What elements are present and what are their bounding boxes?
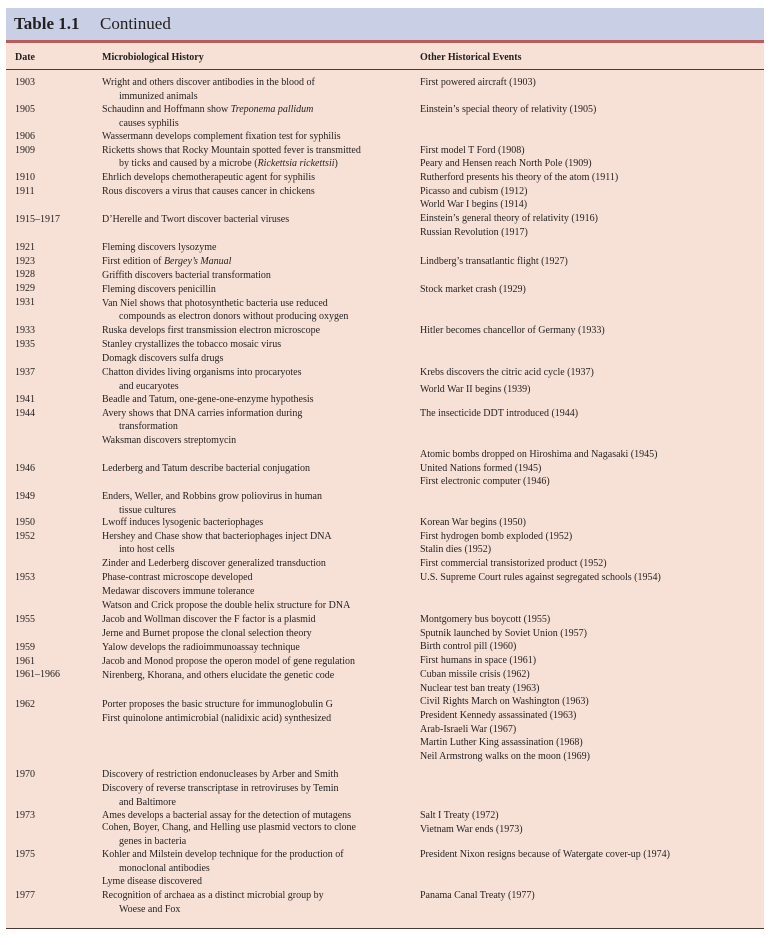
table-subtitle: Continued <box>100 14 171 33</box>
micro-entry: Fleming discovers lysozyme <box>102 242 217 253</box>
date-cell: 1973 <box>15 810 35 821</box>
other-entry: President Nixon resigns because of Watergate cover-up (1974) <box>420 849 670 860</box>
other-entry: The insecticide DDT introduced (1944) <box>420 407 579 419</box>
date-cell: 1975 <box>15 849 35 860</box>
micro-entry: Avery shows that DNA carries information during transformation <box>102 407 303 433</box>
micro-entry: Beadle and Tatum, one-gene-one-enzyme hypothesis <box>102 394 314 405</box>
header-date: Date <box>15 52 35 63</box>
date-cell: 1903 <box>15 77 35 88</box>
micro-entry: Watson and Crick propose the double helix structure for DNA <box>102 600 351 611</box>
bottom-rule <box>6 928 764 929</box>
micro-entry: Porter proposes the basic structure for immunoglobulin G <box>102 699 333 710</box>
micro-entry: Wright and others discover antibodies in the blood of immunized animals <box>102 77 315 102</box>
micro-entry: Ruska develops first transmission electron microscope <box>102 325 321 336</box>
other-entry: Lindberg’s transatlantic flight (1927) <box>420 255 568 267</box>
micro-entry: Wassermann develops complement fixation test for syphilis <box>102 131 341 142</box>
micro-entry: Recognition of archaea as a distinct microbial group by Woese and Fox <box>102 890 324 915</box>
date-cell: 1937 <box>15 367 35 378</box>
header-microbiological-history: Microbiological History <box>102 52 204 63</box>
micro-entry: Rous discovers a virus that causes cancer in chickens <box>102 185 315 197</box>
other-entry: Atomic bombs dropped on Hiroshima and Nagasaki (1945) United Nations formed (1945) First electronic computer (1946) <box>420 449 658 488</box>
date-cell: 1941 1944 <box>15 394 35 419</box>
micro-entry: First edition of Bergey’s Manual <box>102 255 232 267</box>
other-entry: Salt I Treaty (1972) Vietnam War ends (1973) <box>420 810 523 835</box>
micro-entry: D’Herelle and Twort discover bacterial viruses <box>102 214 290 225</box>
other-entry: First model T Ford (1908) Peary and Hensen reach North Pole (1909) Rutherford presents his theory of the atom (1911) Picasso and cubism (1912) World War I begins (1914) Einstein’s general theory of relativity (1916) Russian Revolution (1917) <box>420 144 619 238</box>
micro-entry: Ames develops a bacterial assay for the detection of mutagens <box>102 810 352 821</box>
micro-entry: Domagk discovers sulfa drugs <box>102 352 224 364</box>
date-cell: 1977 <box>15 890 35 901</box>
micro-entry: Lederberg and Tatum describe bacterial conjugation <box>102 463 311 474</box>
micro-entry: Ricketts shows that Rocky Mountain spotted fever is transmitted by ticks and caused by a microbe (Rickettsia rickettsii) <box>102 144 361 170</box>
date-cell: 1905 <box>15 104 35 115</box>
date-cell: 1921 1923 1928 1929 1931 <box>15 242 35 308</box>
micro-entry: Discovery of restriction endonucleases by Arber and Smith <box>102 769 339 780</box>
micro-entry: Jerne and Burnet propose the clonal selection theory <box>102 628 312 639</box>
micro-entry: Hershey and Chase show that bacteriophages inject DNA into host cells <box>102 530 332 556</box>
date-cell: 1910 1911 <box>15 172 35 197</box>
micro-entry: Kohler and Milstein develop technique for the production of monoclonal antibodies <box>102 849 344 874</box>
date-cell: 1962 <box>15 699 35 710</box>
other-entry: Panama Canal Treaty (1977) <box>420 890 535 901</box>
micro-entry: Schaudinn and Hoffmann show Treponema pallidum causes syphilis <box>102 104 314 129</box>
other-entry: Krebs discovers the citric acid cycle (1937) <box>420 367 594 378</box>
micro-entry: Lwoff induces lysogenic bacteriophages <box>102 517 264 528</box>
micro-entry: Enders, Weller, and Robbins grow poliovirus in human tissue cultures <box>102 491 322 516</box>
micro-entry: Lyme disease discovered <box>102 876 202 887</box>
micro-entry: Chatton divides living organisms into procaryotes and eucaryotes <box>102 367 302 392</box>
date-cell: 1949 <box>15 491 35 502</box>
date-cell: 1906 1909 <box>15 131 35 156</box>
micro-entry: Fleming discovers penicillin <box>102 283 216 295</box>
other-entry: Einstein’s special theory of relativity (1905) <box>420 104 597 115</box>
micro-entry: Griffith discovers bacterial transformation <box>102 269 271 281</box>
date-cell: 1955 <box>15 614 35 625</box>
micro-entry: Zinder and Lederberg discover generalized transduction <box>102 558 326 569</box>
other-entry: Stock market crash (1929) <box>420 283 526 295</box>
date-cell: 1959 1961 1961–1966 <box>15 642 60 681</box>
table-label: Table 1.1 <box>14 14 80 33</box>
micro-entry: Phase-contrast microscope developed <box>102 572 253 583</box>
other-entry: Korean War begins (1950) First hydrogen bomb exploded (1952) Stalin dies (1952) First commercial transistorized product (1952) U.S. Supreme Court rules against segregated schools (1954) <box>420 517 661 583</box>
other-entry: World War II begins (1939) <box>420 384 531 395</box>
micro-entry: Yalow develops the radioimmunoassay technique <box>102 642 300 653</box>
micro-entry: Nirenberg, Khorana, and others elucidate the genetic code <box>102 670 335 681</box>
date-cell: 1933 1935 <box>15 325 35 350</box>
micro-entry: Ehrlich develops chemotherapeutic agent for syphilis <box>102 172 315 183</box>
micro-entry: Discovery of reverse transcriptase in retroviruses by Temin and Baltimore <box>102 783 339 808</box>
date-cell: 1970 <box>15 769 35 780</box>
micro-entry: Van Niel shows that photosynthetic bacteria use reduced compounds as electron donors without producing oxygen <box>102 297 349 323</box>
micro-entry: Waksman discovers streptomycin <box>102 434 237 446</box>
date-cell: 1915–1917 <box>15 214 60 225</box>
date-cell: 1953 <box>15 572 35 583</box>
date-cell: 1950 1952 <box>15 517 35 542</box>
micro-entry: Cohen, Boyer, Chang, and Helling use plasmid vectors to clone genes in bacteria <box>102 822 356 847</box>
other-entry: First powered aircraft (1903) <box>420 77 536 88</box>
micro-entry: Medawar discovers immune tolerance <box>102 586 255 597</box>
header-rule <box>6 69 764 70</box>
micro-entry: Stanley crystallizes the tobacco mosaic virus <box>102 338 282 350</box>
other-entry: Hitler becomes chancellor of Germany (1933) <box>420 325 605 336</box>
micro-entry: First quinolone antimicrobial (nalidixic acid) synthesized <box>102 713 332 724</box>
micro-entry: Jacob and Wollman discover the F factor is a plasmid <box>102 614 316 625</box>
other-entry: Montgomery bus boycott (1955) Sputnik launched by Soviet Union (1957) Birth control pill (1960) First humans in space (1961) Cuban missile crisis (1962) Nuclear test ban treaty (1963) Civil Rights March on Washington (1963) President Kennedy assassinated (1963) Arab-Israeli War (1967) Martin Luther King assassination (1968) Neil Armstrong walks on the moon (1969) <box>420 614 590 763</box>
micro-entry: Jacob and Monod propose the operon model of gene regulation <box>102 656 355 667</box>
header-other-historical-events: Other Historical Events <box>420 52 522 63</box>
date-cell: 1946 <box>15 463 35 474</box>
